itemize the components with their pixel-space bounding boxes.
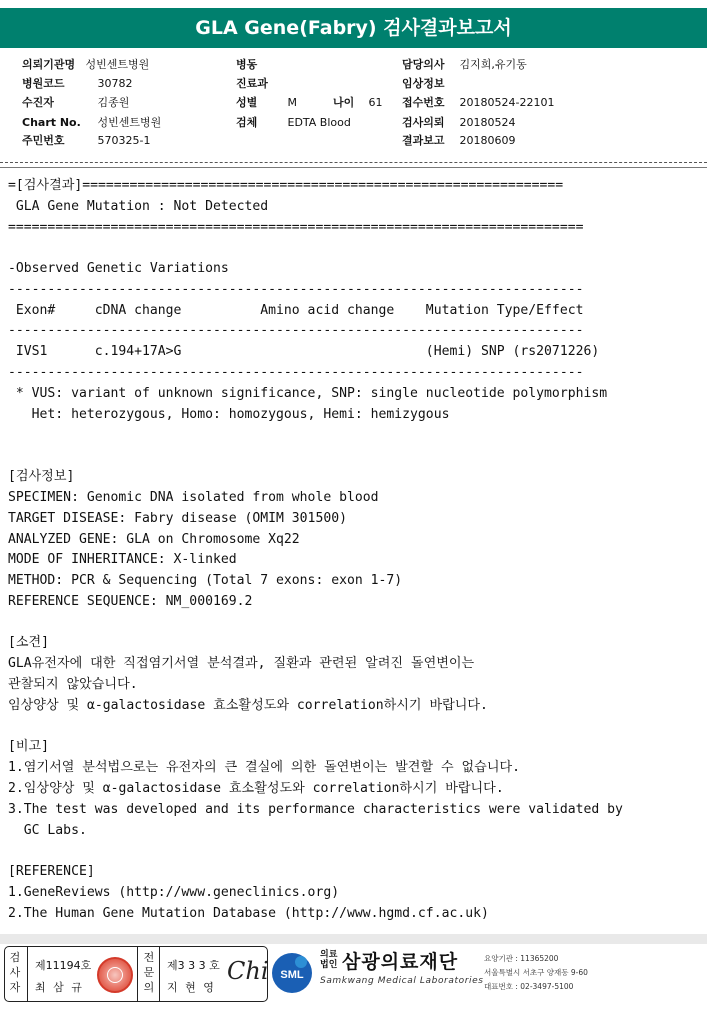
field-label: 병동 xyxy=(236,58,258,71)
field-value: 성빈센트병원 xyxy=(85,58,150,71)
info-line: TARGET DISEASE: Fabry disease (OMIM 301500) xyxy=(8,511,347,526)
org-prefix: 의료법인 xyxy=(320,950,338,970)
info-line: REFERENCE SEQUENCE: NM_000169.2 xyxy=(8,594,253,609)
sex-row xyxy=(236,96,383,109)
org-logo-icon xyxy=(271,952,313,994)
patient-name-row xyxy=(22,96,129,109)
org-address: 서울특별시 서초구 양재동 9-60 xyxy=(484,968,588,977)
field-label: 접수번호 xyxy=(402,96,445,109)
doctor-row xyxy=(402,58,527,71)
department-row xyxy=(236,77,288,90)
opinion-line: 관찰되지 않았습니다. xyxy=(8,677,138,692)
opinion-line: 임상양상 및 α-galactosidase 효소활성도와 correlation하시기 바랍니다. xyxy=(8,698,488,713)
info-line: SPECIMEN: Genomic DNA isolated from whole blood xyxy=(8,490,379,505)
signature-box xyxy=(4,946,268,1002)
field-label: 검사의뢰 xyxy=(402,116,445,129)
field-label: 검체 xyxy=(236,116,258,129)
org-name: 삼광의료재단 xyxy=(342,951,459,973)
specialist-license: 제3 3 3 호 xyxy=(167,959,220,972)
field-value: 20180609 xyxy=(459,134,516,147)
report-date-row xyxy=(402,134,516,147)
info-line: MODE OF INHERITANCE: X-linked xyxy=(8,552,237,567)
field-label: 임상정보 xyxy=(402,77,445,90)
report-title: GLA Gene(Fabry) 검사결과보고서 xyxy=(0,8,707,48)
variation-table-header: Exon# cDNA change Amino acid change Mutation Type/Effect xyxy=(8,303,584,318)
info-line: METHOD: PCR & Sequencing (Total 7 exons: exon 1-7) xyxy=(8,573,403,588)
specimen-row xyxy=(236,116,351,129)
receipt-no-row xyxy=(402,96,554,109)
official-seal-icon xyxy=(97,957,133,993)
org-english-name: Samkwang Medical Laboratories xyxy=(320,976,484,986)
info-line: ANALYZED GENE: GLA on Chromosome Xq22 xyxy=(8,532,300,547)
signature-icon: Chi xyxy=(227,957,269,985)
field-label: 병원코드 xyxy=(22,77,65,90)
field-label: 진료과 xyxy=(236,77,268,90)
field-value: M xyxy=(287,96,297,109)
abbreviation-note: * VUS: variant of unknown significance, SNP: single nucleotide polymorphism xyxy=(8,386,608,401)
field-label: 의뢰기관명 xyxy=(22,58,76,71)
inspector-label xyxy=(5,947,25,1001)
reference-line: 1.GeneReviews (http://www.geneclinics.org) xyxy=(8,885,340,900)
specialist-label-text: 전문의 xyxy=(143,951,155,994)
specialist-name: 지 현 영 xyxy=(167,981,216,994)
divider xyxy=(137,947,138,1001)
variations-title: -Observed Genetic Variations xyxy=(8,261,229,276)
age-value: 61 xyxy=(368,96,383,109)
reference-line: 2.The Human Gene Mutation Database (http://www.hgmd.cf.ac.uk) xyxy=(8,906,489,921)
reference-heading: [REFERENCE] xyxy=(8,864,95,879)
chart-no-row xyxy=(22,116,161,129)
inspector-label-text: 검사자 xyxy=(9,951,21,994)
opinion-heading: [소견] xyxy=(8,635,50,650)
divider xyxy=(27,947,28,1001)
org-code: 요양기관 : 11365200 xyxy=(484,954,559,963)
rule-dash: ------------------------------------------------------------------------- xyxy=(8,365,584,380)
inspector-license: 제11194호 xyxy=(35,959,92,972)
rule-dash: ------------------------------------------------------------------------- xyxy=(8,323,584,338)
field-value: 김종원 xyxy=(97,96,130,109)
remark-line: 1.염기서열 분석법으로는 유전자의 큰 결실에 의한 돌연변이는 발견할 수 없습니다. xyxy=(8,760,520,775)
rule-dash: ------------------------------------------------------------------------- xyxy=(8,282,584,297)
field-value: 570325-1 xyxy=(97,134,151,147)
ward-row xyxy=(236,58,288,71)
header-divider xyxy=(0,167,707,168)
header-divider xyxy=(0,162,707,163)
field-label: 결과보고 xyxy=(402,134,445,147)
opinion-line: GLA유전자에 대한 직접염기서열 분석결과, 질환과 관련된 알려진 돌연변이는 xyxy=(8,656,475,671)
org-phone: 대표번호 : 02-3497-5100 xyxy=(484,982,574,991)
abbreviation-note: Het: heterozygous, Homo: homozygous, Hemi: hemizygous xyxy=(8,407,450,422)
remark-line: GC Labs. xyxy=(8,823,87,838)
hospital-code-row xyxy=(22,77,133,90)
divider xyxy=(159,947,160,1001)
age-label: 나이 xyxy=(333,96,355,109)
remark-line: 3.The test was developed and its performance characteristics were validated by xyxy=(8,802,623,817)
remark-line: 2.임상양상 및 α-galactosidase 효소활성도와 correlation하시기 바랍니다. xyxy=(8,781,504,796)
field-label: 주민번호 xyxy=(22,134,65,147)
rule-equals: ========================================================================= xyxy=(8,220,584,235)
mutation-result: GLA Gene Mutation : Not Detected xyxy=(8,199,269,214)
field-label: 성별 xyxy=(236,96,258,109)
remarks-heading: [비고] xyxy=(8,739,50,754)
org-logo-text: SML xyxy=(280,969,304,981)
field-label: Chart No. xyxy=(22,116,81,129)
resident-no-row xyxy=(22,134,150,147)
field-value: 20180524-22101 xyxy=(459,96,555,109)
field-value: 김지희,유기동 xyxy=(459,58,527,71)
footer-band xyxy=(0,934,707,944)
field-value: 30782 xyxy=(97,77,133,90)
field-value: 20180524 xyxy=(459,116,516,129)
variation-table-row: IVS1 c.194+17A>G (Hemi) SNP (rs2071226) xyxy=(8,344,600,359)
hospital-name-row xyxy=(22,58,149,71)
request-date-row xyxy=(402,116,516,129)
result-heading: =[검사결과]============================================================= xyxy=(8,178,564,193)
field-label: 담당의사 xyxy=(402,58,445,71)
field-value: 성빈센트병원 xyxy=(97,116,162,129)
specialist-label xyxy=(139,947,159,1001)
field-label: 수진자 xyxy=(22,96,54,109)
field-value: EDTA Blood xyxy=(287,116,351,129)
info-heading: [검사정보] xyxy=(8,469,75,484)
clinical-info-row xyxy=(402,77,460,90)
inspector-name: 최 삼 규 xyxy=(35,981,84,994)
